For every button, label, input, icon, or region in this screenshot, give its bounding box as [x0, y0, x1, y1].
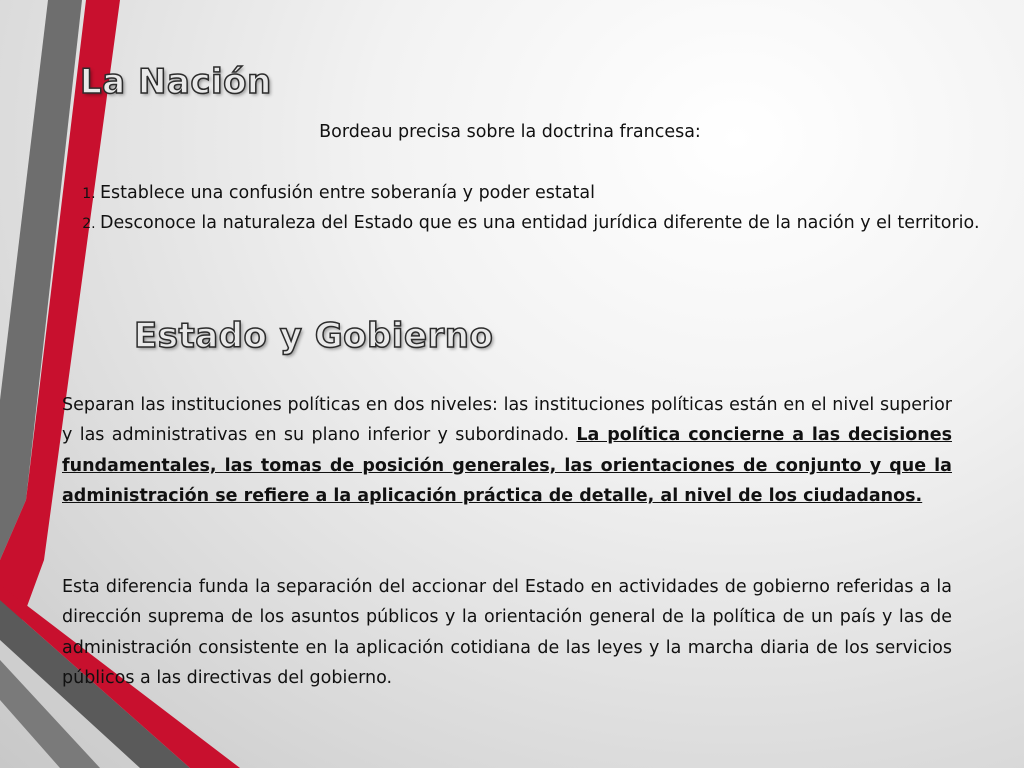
paragraph-instituciones — [62, 390, 952, 512]
doctrine-list — [60, 178, 992, 238]
section-title-estado-gobierno: Estado y Gobierno — [134, 316, 494, 356]
emphasis-text: La política concierne a las decisiones fundamentales, las tomas de posición generales, las orientaciones de conjunto y que la administración se refiere a la aplicación práctica de detalle, al nivel de los ciudadanos. — [62, 425, 952, 507]
list-item: 2. Desconoce la naturaleza del Estado que es una entidad jurídica diferente de la nación y el territorio. — [100, 208, 992, 238]
list-item: 1. Establece una confusión entre soberanía y poder estatal — [100, 178, 992, 208]
paragraph-diferencia: Esta diferencia funda la separación del accionar del Estado en actividades de gobierno referidas a la dirección suprema de los asuntos públicos y la orientación general de la política de un país y las de administración consistente en la aplicación cotidiana de las leyes y la marcha diaria de los servicios públicos a las directivas del gobierno. — [62, 577, 952, 689]
paragraph-text: Separan las instituciones políticas en dos niveles: las instituciones políticas están en el nivel superior y las administrativas en su plano inferior y subordinado. — [62, 395, 952, 446]
section-title-nacion: La Nación — [80, 62, 272, 102]
section-subtitle: Bordeau precisa sobre la doctrina francesa: — [319, 122, 701, 142]
